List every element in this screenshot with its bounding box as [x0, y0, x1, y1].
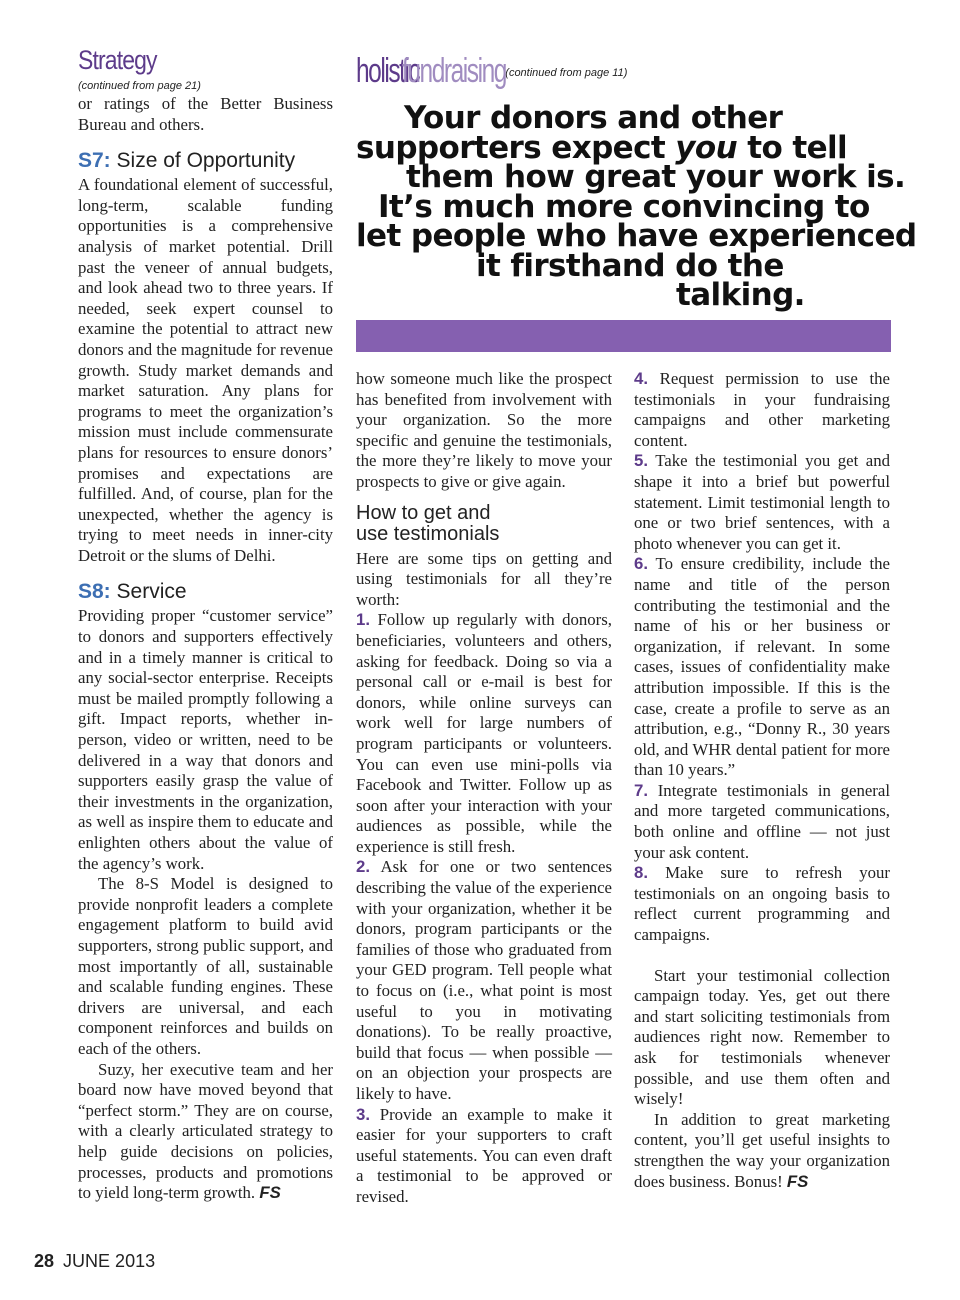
s8-paragraph-3-text: Suzy, her executive team and her board now have moved beyond that “perfect storm.” They are on course, with a clearly articulated strategy to help guide decisions on policies, processes, products and promotions to yield long-term growth. [78, 1059, 333, 1203]
colA-lead-paragraph: how someone much like the prospect has benefited from involvement with your organization. So the more specific and genuine the testimonials, the more they’re likely to move your prospects to give or give again. [356, 369, 612, 491]
column-header [356, 52, 896, 91]
tip-7: 7. Integrate testimonials in general and more targeted communications, both online and offline — not just your ask content. [634, 780, 891, 862]
heading-s7 [78, 149, 333, 173]
closing-paragraph-2: In addition to great marketing content, you’ll get useful insights to strengthen the way your organization does business. Bonus! FS [634, 1109, 890, 1191]
middle-column [356, 369, 612, 1208]
tip-5-number: 5. [634, 451, 648, 471]
s8-paragraph-1: Providing proper “customer service” to donors and supporters effectively and in a timely manner is critical to any social-sector enterprise. Receipts must be mailed promptly following a gift. Impact reports, whether in-person, video or written, need to be delivered in a way that donors and supporters easily grasp the value of their investments in the organization, as well as inspire them to educate and enlighten others about the value of the agency’s work. [78, 606, 333, 873]
right-column [634, 369, 890, 1192]
tip-5: 5. Take the testimonial you get and shape it into a brief but powerful statement. Limit testimonial length to one or two brief sentences, with a photo whenever you can get it. [634, 451, 890, 553]
pull-line-1: Your donors and other [404, 100, 783, 136]
tip-3-number: 3. [356, 1104, 370, 1124]
s8-paragraph-3 [78, 1060, 333, 1204]
s8-paragraph-2: The 8-S Model is designed to provide nonprofit leaders a complete engagement platform to build avid supporters, strong public support, and most importantly of all, sustainable and scalable funding engines. These drivers are universal, and each component reinforces and builds on each of the others. [78, 874, 333, 1058]
tip-6: 6. To ensure credibility, include the name and title of the person contributing the testimonial and the name of his or her business or organization, if relevant. In some cases, issues of confidentiality make attribution impossible. If this is the case, create a profile to serve as an attribution, e.g., “Donny R., 30 years old, and WHR dental patient for more than 10 years.” [634, 554, 890, 780]
fs-signoff-left: FS [259, 1183, 281, 1203]
page-number: 28 [34, 1251, 55, 1271]
tip-6-number: 6. [634, 554, 648, 574]
tip-3: 3. Provide an example to make it easier for your supporters to craft useful statements. You can even draft a testimonial to be approved or revised. [356, 1104, 612, 1206]
fs-signoff-right: FS [786, 1171, 809, 1191]
tips-intro: Here are some tips on getting and using testimonials for all they’re worth: [356, 548, 612, 609]
heading-how-to-get-testimonials: How to get and use testimonials [356, 501, 500, 545]
issue-date: JUNE 2013 [63, 1251, 156, 1271]
page-footer [34, 1251, 155, 1272]
s8-code: S8: [78, 580, 111, 604]
tip-8-number: 8. [634, 863, 648, 883]
tip-7-number: 7. [634, 780, 648, 800]
tip-4: 4. Request permission to use the testimonials in your fundraising campaigns and other marketing content. [634, 369, 890, 450]
pull-line-7: talking. [676, 277, 805, 313]
pull-line-5: let people who have experienced [356, 218, 917, 254]
tip-1: 1. Follow up regularly with donors, beneficiaries, volunteers and others, asking for feedback. Doing so via a personal call or e-mail is best for donors, while online surveys can work well for large numbers of program participants or volunteers. You can even use mini-polls via Facebook and Twitter. Follow up as soon after your interaction with your audiences as possible, while the experience is still fresh. [356, 610, 612, 856]
tip-2: 2. Ask for one or two sentences describing the value of the experience with your organization, whether it be donors, program participants or the families of those who graduated from your GED program. Tell people what to focus on (i.e., what point is most useful to you in motivating donations). To be really proactive, build that focus — when possible — on an objection your prospects are likely to have. [356, 857, 612, 1103]
logo-holistic: holistic [356, 52, 420, 90]
s7-title: Size of Opportunity [116, 149, 296, 173]
closing-paragraph-1: Start your testimonial collection campaign today. Yes, get out there and start soliciting testimonials from audiences right now. Remember to ask for testimonials whenever possible, and use them often and wisely! [634, 965, 890, 1109]
tip-8: 8. Make sure to refresh your testimonials on an ongoing basis to reflect current programming and campaigns. [634, 863, 890, 945]
s7-code: S7: [78, 149, 111, 173]
section-title-strategy: Strategy [78, 45, 157, 75]
tip-4-number: 4. [634, 369, 648, 388]
tip-1-number: 1. [356, 610, 370, 630]
s8-title: Service [116, 580, 187, 604]
pull-line-6: it firsthand do the [476, 247, 784, 284]
heading-s8 [78, 580, 333, 604]
continued-note: (continued from page 21) [78, 80, 201, 92]
left-column [78, 45, 333, 1204]
pull-line-3: them how great your work is. [406, 159, 906, 195]
pull-line-4: It’s much more convincing to [378, 188, 870, 225]
pull-emphasis-you: you [675, 129, 738, 166]
intro-paragraph: or ratings of the Better Business Bureau and others. [78, 94, 333, 134]
pull-quote [356, 100, 917, 313]
logo-fundraising: fundraising [401, 52, 506, 90]
s7-paragraph: A foundational element of successful, long-term, scalable funding opportunities is a comprehensive analysis of market potential. Drill past the veneer of annual budgets, and look ahead two to three years. If needed, seek expert counsel to examine the potential to attract new donors and the magnitude for revenue growth. Study market demands and market saturation. Any plans for programs to meet the organization’s mission must include commensurate plans for resources to ensure donors’ promises and expectations are fulfilled. And, of course, plan for the unexpected, whether the agency is trying to meet needs in inner-city Detroit or the slums of Delhi. [78, 175, 333, 565]
tip-2-number: 2. [356, 857, 370, 877]
continued-note-right: (continued from page 11) [505, 67, 628, 79]
pull-line-2: supporters expect you to tell [356, 129, 848, 166]
purple-divider-bar [356, 320, 891, 352]
